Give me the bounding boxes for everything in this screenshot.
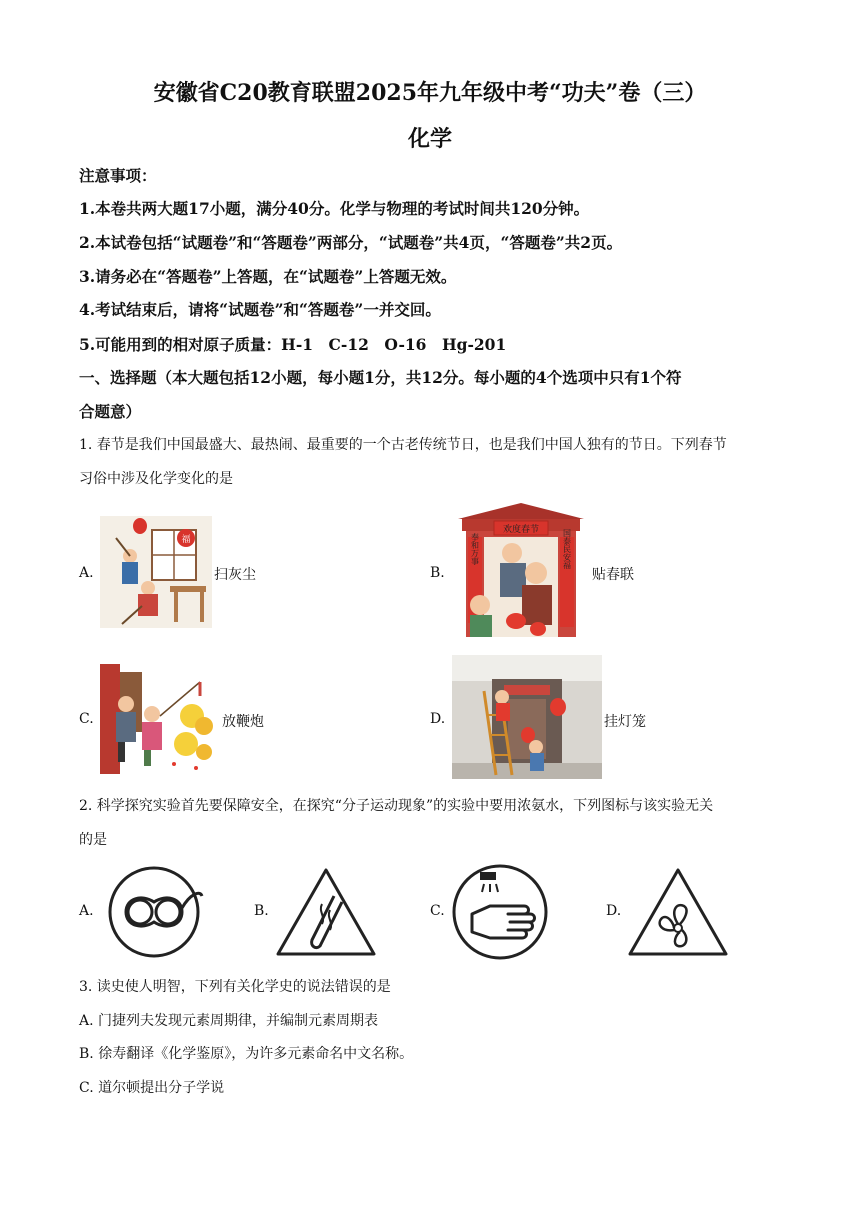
- ventilation-fan-icon: [626, 866, 730, 958]
- option-c-letter: C.: [79, 711, 94, 727]
- section-heading-cont: 合题意）: [79, 402, 142, 421]
- option-b-letter: B.: [254, 903, 269, 919]
- notes-heading: 注意事项：: [79, 166, 157, 185]
- option-a-letter: A.: [79, 903, 94, 919]
- option-a-letter: A.: [79, 565, 94, 581]
- subject-title: 化学: [407, 126, 452, 152]
- couplet-right-text: 国泰民安福: [562, 529, 572, 569]
- fu-character: 福: [181, 535, 191, 545]
- question-1-stem: 1. 春节是我们中国最盛大、最热闹、最重要的一个古老传统节日，也是我们中国人独有的节日。下列春节: [79, 437, 727, 453]
- question-3-stem: 3. 读史使人明智，下列有关化学史的说法错误的是: [79, 979, 391, 995]
- wash-hands-icon: [450, 862, 550, 962]
- question-3-option-c: C. 道尔顿提出分子学说: [79, 1080, 225, 1096]
- question-3-option-b: B. 徐寿翻译《化学鉴原》，为许多元素命名中文名称。: [79, 1046, 414, 1062]
- question-1-stem-cont: 习俗中涉及化学变化的是: [79, 471, 233, 487]
- option-c-letter: C.: [430, 903, 445, 919]
- goggles-icon: [104, 864, 208, 960]
- option-c-label: 放鞭炮: [222, 714, 264, 730]
- note-item: 2.本试卷包括“试题卷”和“答题卷”两部分，“试题卷”共4页，“答题卷”共2页。: [79, 233, 623, 252]
- couplet-left-text: 奉和万事: [470, 533, 480, 565]
- section-heading: 一、选择题（本大题包括12小题，每小题1分，共12分。每小题的4个选项中只有1个符: [79, 368, 682, 387]
- option-a-label: 扫灰尘: [214, 567, 256, 583]
- question-2-stem-cont: 的是: [79, 832, 107, 848]
- couplet-image: [454, 501, 588, 640]
- lantern-image: [452, 655, 602, 779]
- sweeping-image: [100, 516, 212, 628]
- question-3-option-a: A. 门捷列夫发现元素周期律，并编制元素周期表: [79, 1013, 379, 1029]
- exam-title: 安徽省C20教育联盟2025年九年级中考“功夫”卷（三）: [153, 80, 707, 106]
- option-d-label: 挂灯笼: [604, 714, 646, 730]
- couplet-top-text: 欢度春节: [502, 525, 540, 535]
- note-item: 4.考试结束后，请将“试题卷”和“答题卷”一并交回。: [79, 300, 441, 319]
- question-2-stem: 2. 科学探究实验首先要保障安全，在探究“分子运动现象”的实验中要用浓氨水，下列图标与该实验无关: [79, 798, 714, 814]
- option-b-letter: B.: [430, 565, 445, 581]
- option-b-label: 贴春联: [592, 567, 634, 583]
- firecracker-image: [100, 664, 218, 774]
- option-d-letter: D.: [606, 903, 622, 919]
- note-item: 1.本卷共两大题17小题，满分40分。化学与物理的考试时间共120分钟。: [79, 199, 590, 218]
- note-item: 3.请务必在“答题卷”上答题，在“试题卷”上答题无效。: [79, 267, 457, 286]
- hot-tube-warning-icon: [274, 866, 378, 958]
- note-item: 5.可能用到的相对原子质量：H-1 C-12 O-16 Hg-201: [79, 335, 507, 354]
- option-d-letter: D.: [430, 711, 446, 727]
